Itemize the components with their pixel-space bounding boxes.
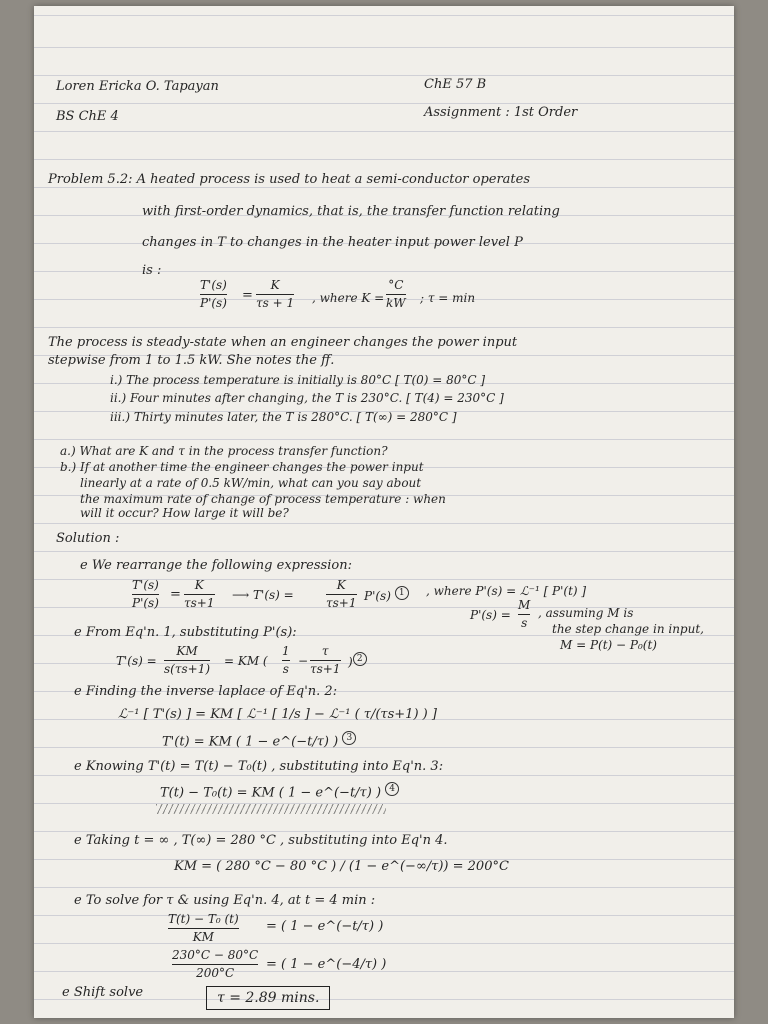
s1-m: M bbox=[518, 598, 531, 612]
question-b-2: linearly at a rate of 0.5 kW/min, what can you say about bbox=[80, 476, 422, 490]
tf-equals: = bbox=[242, 288, 253, 303]
s1-m-over-s bbox=[518, 598, 530, 631]
s2-b bbox=[310, 644, 341, 677]
s2-close-paren: ) bbox=[348, 655, 353, 669]
tf-k: K bbox=[270, 278, 280, 292]
s2-a-num: 1 bbox=[282, 644, 290, 658]
problem-line-4: is : bbox=[142, 263, 162, 278]
steady-line-1: The process is steady-state when an engineer changes the power input bbox=[48, 335, 518, 350]
s1-rhs2-den: τs+1 bbox=[326, 596, 357, 610]
s3-line: ℒ⁻¹ [ T'(s) ] = KM [ ℒ⁻¹ [ 1/s ] − ℒ⁻¹ ( τ/(τs+1) ) ] bbox=[118, 707, 437, 722]
tf-numerator: T'(s) bbox=[200, 278, 227, 292]
tf-first-order bbox=[256, 278, 294, 311]
s1-lhs-num: T'(s) bbox=[132, 578, 159, 592]
eq2-marker: 2 bbox=[353, 652, 367, 666]
tf-tau-s-plus-1: τs + 1 bbox=[256, 296, 295, 310]
s1-rhs bbox=[184, 578, 215, 611]
question-b-3: the maximum rate of change of process temperature : when bbox=[80, 492, 446, 506]
problem-line-1: Problem 5.2: A heated process is used to heat a semi-conductor operates bbox=[48, 172, 531, 187]
notebook-page bbox=[34, 6, 734, 1018]
final-label: e Shift solve bbox=[62, 985, 144, 1000]
question-b-4: will it occur? How large it will be? bbox=[80, 506, 289, 520]
s6b-lhs bbox=[172, 948, 258, 981]
s1-where: , where P'(s) = ℒ⁻¹ [ P'(t) ] bbox=[426, 584, 587, 598]
s2-close bbox=[348, 652, 367, 671]
k-unit-num: °C bbox=[388, 278, 404, 292]
s5-result: KM = ( 280 °C − 80 °C ) / (1 − e^(−∞/τ)) = 200°C bbox=[174, 859, 509, 874]
s6-lhs-num: T(t) − T₀ (t) bbox=[168, 912, 239, 926]
s1-lhs bbox=[132, 578, 159, 611]
final-answer-box: τ = 2.89 mins. bbox=[206, 986, 330, 1010]
eq3-marker: 3 bbox=[342, 731, 356, 745]
s1-assume: , assuming M is bbox=[538, 606, 634, 620]
solution-heading: Solution : bbox=[56, 531, 120, 546]
step-1: e We rearrange the following expression: bbox=[80, 558, 352, 573]
k-units bbox=[386, 278, 406, 311]
s6b-num: 230°C − 80°C bbox=[172, 948, 259, 962]
s2-a-den: s bbox=[282, 662, 289, 676]
tf-where: , where K = bbox=[312, 291, 385, 305]
student-program: BS ChE 4 bbox=[56, 109, 119, 124]
tau-units: ; τ = min bbox=[420, 291, 476, 305]
eq4-marker: 4 bbox=[385, 782, 399, 796]
s6b-den: 200°C bbox=[196, 966, 235, 980]
s2-den: s(τs+1) bbox=[164, 662, 211, 676]
s1-rhs-2 bbox=[326, 578, 357, 611]
note-3: iii.) Thirty minutes later, the T is 280°C. [ T(∞) = 280°C ] bbox=[110, 410, 457, 424]
note-2: ii.) Four minutes after changing, the T is 230°C. [ T(4) = 230°C ] bbox=[110, 391, 504, 405]
question-a: a.) What are K and τ in the process transfer function? bbox=[60, 444, 388, 458]
s6b-rhs: = ( 1 − e^(−4/τ) ) bbox=[266, 957, 387, 972]
s1-assume-3: M = P(t) − P₀(t) bbox=[560, 638, 657, 652]
eq1-marker: 1 bbox=[395, 586, 409, 600]
s1-eq: = bbox=[170, 587, 181, 602]
tf-denominator: P'(s) bbox=[200, 296, 227, 310]
s1-tail-text: P'(s) bbox=[364, 589, 391, 603]
s2-a bbox=[282, 644, 290, 677]
course-code: ChE 57 B bbox=[424, 77, 487, 92]
step-5: e Taking t = ∞ , T(∞) = 280 °C , substituting into Eq'n 4. bbox=[74, 833, 448, 848]
s4-result bbox=[160, 782, 399, 802]
problem-line-3: changes in T to changes in the heater input power level P bbox=[142, 235, 523, 250]
crossed-out-text bbox=[156, 804, 386, 814]
step-2: e From Eq'n. 1, substituting P'(s): bbox=[74, 625, 297, 640]
s1-tail bbox=[364, 586, 409, 605]
s2-lhs: T'(s) = bbox=[116, 654, 157, 668]
s2-b-num: τ bbox=[321, 644, 329, 658]
question-b-1: b.) If at another time the engineer changes the power input bbox=[60, 460, 424, 474]
step-3: e Finding the inverse laplace of Eq'n. 2: bbox=[74, 684, 338, 699]
s4-result-text: T(t) − T₀(t) = KM ( 1 − e^(−t/τ) ) bbox=[160, 785, 382, 801]
s1-p: P'(s) = bbox=[470, 608, 511, 622]
s2-minus: − bbox=[298, 654, 309, 668]
s1-lhs-den: P'(s) bbox=[132, 596, 159, 610]
problem-line-2: with first-order dynamics, that is, the transfer function relating bbox=[142, 204, 560, 219]
s2-b-den: τs+1 bbox=[310, 662, 341, 676]
s2-num: KM bbox=[176, 644, 198, 658]
s1-assume-2: the step change in input, bbox=[552, 622, 704, 636]
note-1: i.) The process temperature is initially is 80°C [ T(0) = 80°C ] bbox=[110, 373, 486, 387]
step-6: e To solve for τ & using Eq'n. 4, at t = 4 min : bbox=[74, 893, 376, 908]
s2-eq: = KM ( bbox=[224, 654, 268, 668]
student-name: Loren Ericka O. Tapayan bbox=[56, 79, 219, 94]
steady-line-2: stepwise from 1 to 1.5 kW. She notes the ff. bbox=[48, 353, 335, 368]
s1-rhs-num: K bbox=[194, 578, 204, 592]
s2-frac bbox=[164, 644, 210, 677]
k-unit-den: kW bbox=[386, 296, 406, 310]
s6-lhs bbox=[168, 912, 239, 945]
s1-rhs2-num: K bbox=[336, 578, 346, 592]
s3-result-text: T'(t) = KM ( 1 − e^(−t/τ) ) bbox=[162, 734, 339, 750]
assignment-title: Assignment : 1st Order bbox=[424, 105, 578, 120]
s1-s: s bbox=[521, 616, 528, 630]
s6-rhs: = ( 1 − e^(−t/τ) ) bbox=[266, 919, 384, 934]
s3-result bbox=[162, 731, 356, 751]
s6-lhs-den: KM bbox=[192, 930, 214, 944]
step-4: e Knowing T'(t) = T(t) − T₀(t) , substituting into Eq'n. 3: bbox=[74, 759, 444, 774]
s1-arrow: ⟶ T'(s) = bbox=[232, 588, 294, 602]
s1-rhs-den: τs+1 bbox=[184, 596, 215, 610]
tf-ratio bbox=[200, 278, 227, 311]
